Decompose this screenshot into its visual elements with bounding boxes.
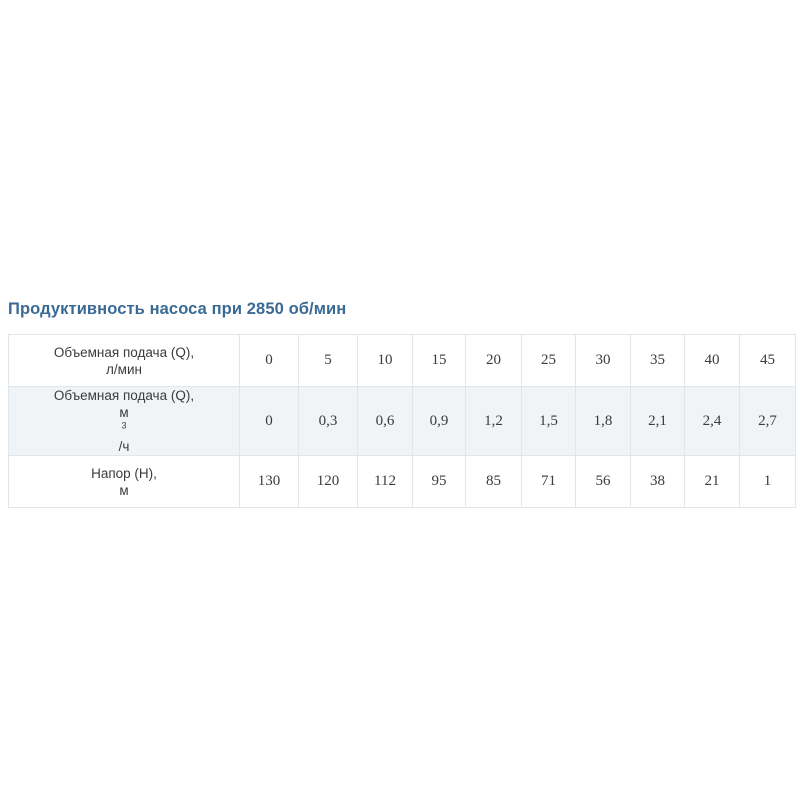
table-title: Продуктивность насоса при 2850 об/мин xyxy=(8,300,347,318)
table-cell: 10 xyxy=(358,335,413,387)
table-cell: 1,2 xyxy=(466,387,522,456)
table-row-flow-lpm xyxy=(9,335,796,387)
row-header-unit: л/мин xyxy=(106,361,142,377)
table-row-flow-m3h xyxy=(9,387,796,456)
table-cell: 0 xyxy=(240,387,299,456)
row-header-line: Объемная подача (Q), xyxy=(53,388,195,403)
table-cell: 1,8 xyxy=(576,387,631,456)
table-cell: 120 xyxy=(299,456,358,508)
table-cell: 95 xyxy=(413,456,466,508)
table-cell: 56 xyxy=(576,456,631,508)
table-cell: 5 xyxy=(299,335,358,387)
row-header-flow-m3h xyxy=(9,387,240,456)
row-header-flow-lpm xyxy=(9,335,240,387)
table-cell: 0 xyxy=(240,335,299,387)
table-cell: 30 xyxy=(576,335,631,387)
row-header-unit: м xyxy=(119,482,129,498)
pump-performance-table xyxy=(8,334,796,508)
table-cell: 45 xyxy=(740,335,796,387)
table-cell: 35 xyxy=(631,335,685,387)
table-cell: 130 xyxy=(240,456,299,508)
table-cell: 15 xyxy=(413,335,466,387)
table-row-head xyxy=(9,456,796,508)
table-cell: 38 xyxy=(631,456,685,508)
row-header-unit xyxy=(9,404,239,455)
table-cell: 0,3 xyxy=(299,387,358,456)
table-cell: 112 xyxy=(358,456,413,508)
row-header-line: Объемная подача (Q), xyxy=(53,344,195,360)
table-cell: 2,1 xyxy=(631,387,685,456)
table-cell: 85 xyxy=(466,456,522,508)
table-cell: 20 xyxy=(466,335,522,387)
table-cell: 25 xyxy=(522,335,576,387)
table-cell: 0,9 xyxy=(413,387,466,456)
table-cell: 40 xyxy=(685,335,740,387)
row-header-head xyxy=(9,456,240,508)
table-cell: 2,4 xyxy=(685,387,740,456)
unit-superscript: 3 xyxy=(121,420,127,431)
table-cell: 1 xyxy=(740,456,796,508)
table-cell: 0,6 xyxy=(358,387,413,456)
table-cell: 1,5 xyxy=(522,387,576,456)
unit-suffix: /ч xyxy=(118,439,130,454)
row-header-line: Напор (Н), xyxy=(91,465,157,481)
table-cell: 71 xyxy=(522,456,576,508)
table-cell: 2,7 xyxy=(740,387,796,456)
table-cell: 21 xyxy=(685,456,740,508)
unit-base: м xyxy=(119,405,129,420)
